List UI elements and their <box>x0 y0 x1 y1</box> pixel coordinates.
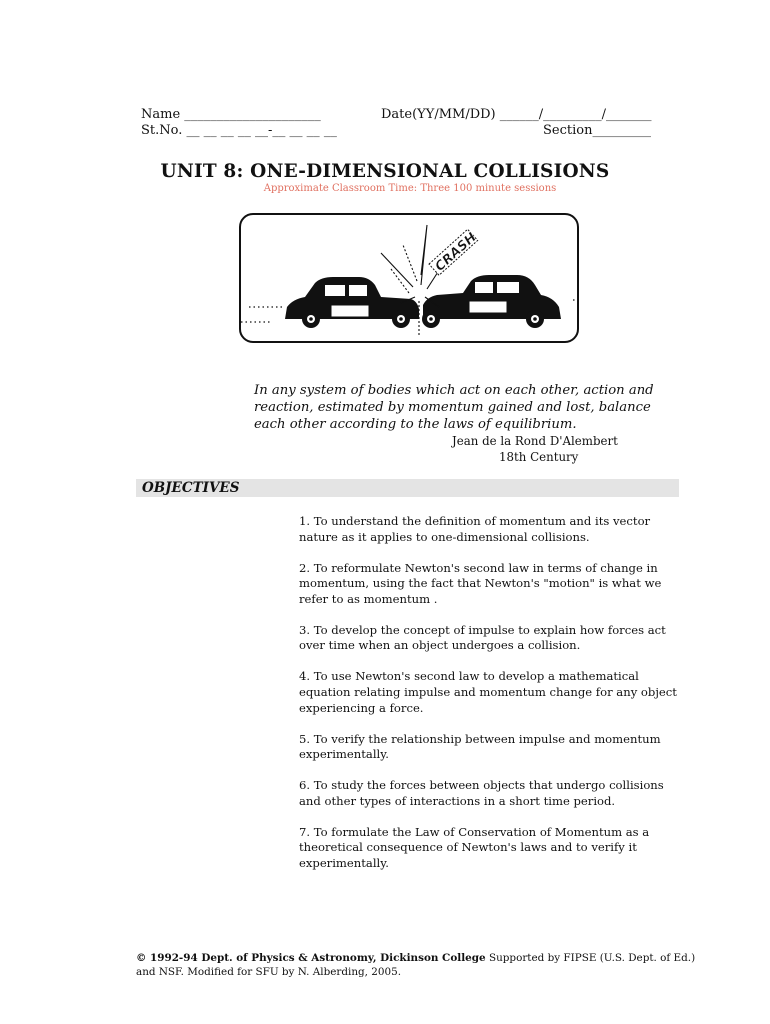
crash-text-icon <box>429 229 480 277</box>
right-car-icon <box>422 275 561 328</box>
copyright-footer <box>136 951 696 979</box>
page-title: UNIT 8: ONE-DIMENSIONAL COLLISIONS <box>160 161 610 182</box>
objectives-list <box>299 514 679 887</box>
list-item: 5. To verify the relationship between impulse and momentum experimentally. <box>299 731 661 762</box>
list-item: 7. To formulate the Law of Conservation of Momentum as a theoretical consequence of Newton's laws and to verify it experimentally. <box>299 824 650 870</box>
list-item: 1. To understand the definition of momentum and its vector nature as it applies to one-dimensional collisions. <box>299 514 651 544</box>
quote-author: Jean de la Rond D'Alembert <box>452 434 618 448</box>
student-number-field: St.No. __ __ __ __ __-__ __ __ __ <box>141 123 337 138</box>
dalembert-quote: In any system of bodies which act on each other, action and reaction, estimated by momentum gained and lost, balance each other according to the laws of equilibrium. <box>254 383 654 432</box>
crash-label: CRASH <box>432 230 480 275</box>
car-crash-illustration <box>239 213 579 343</box>
copyright-holder: © 1992-94 Dept. of Physics & Astronomy, Dickinson College <box>136 952 486 964</box>
quote-century: 18th Century <box>499 450 579 464</box>
classroom-time-subtitle: Approximate Classroom Time: Three 100 minute sessions <box>263 183 557 194</box>
left-car-icon <box>285 277 419 328</box>
section-field: Section_________ <box>543 123 651 138</box>
objectives-heading: OBJECTIVES <box>142 480 240 496</box>
list-item: 3. To develop the concept of impulse to explain how forces act over time when an object undergoes a collision. <box>299 622 666 653</box>
name-field: Name _____________________ <box>141 107 321 122</box>
car-crash-icon <box>241 215 577 341</box>
list-item: 6. To study the forces between objects that undergo collisions and other types of interactions in a short time period. <box>299 778 664 808</box>
list-item: 4. To use Newton's second law to develop a mathematical equation relating impulse and momentum change for any object experiencing a force. <box>299 669 677 715</box>
copyright-support: Supported by FIPSE (U.S. Dept. of Ed.) and NSF. Modified for SFU by N. Alberding, 2005. <box>136 952 696 978</box>
list-item: 2. To reformulate Newton's second law in terms of change in momentum, using the fact that Newton's "motion" is what we refer to as momentum . <box>299 560 662 606</box>
date-field: Date(YY/MM/DD) ______/_________/_______ <box>381 107 652 122</box>
